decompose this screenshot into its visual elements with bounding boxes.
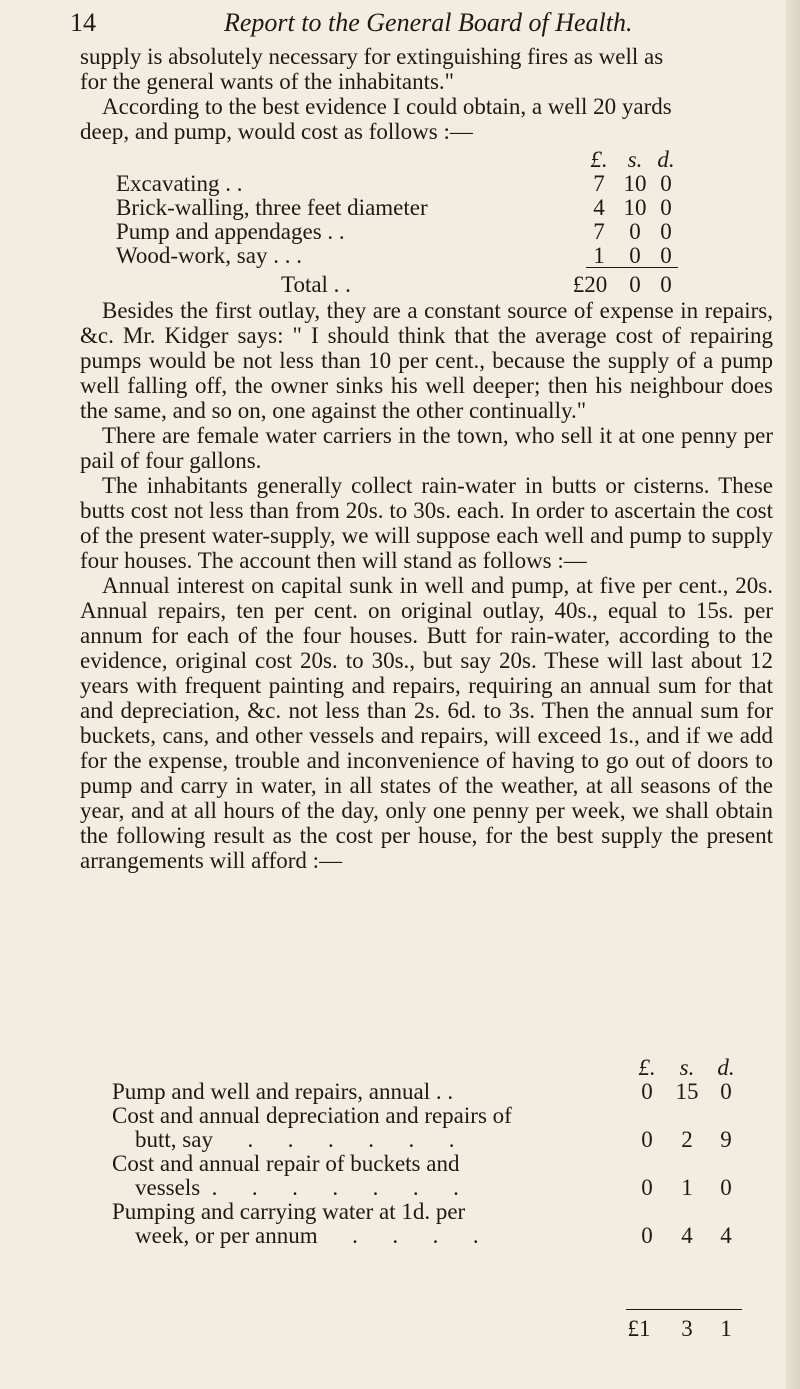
pence-cell: 4 bbox=[720, 1223, 732, 1248]
intro-line: According to the best evidence I could obtain, a well 20 yards bbox=[102, 94, 672, 119]
shillings-cell: 4 bbox=[681, 1223, 693, 1248]
intro-line: supply is absolutely necessary for extinguishing fires as well as bbox=[80, 44, 664, 69]
table-header-row bbox=[116, 148, 676, 172]
total-label: Total . . bbox=[281, 272, 351, 297]
shillings-cell: 15 bbox=[675, 1079, 699, 1104]
table-header-row bbox=[112, 1056, 742, 1080]
shillings-cell: 10 bbox=[623, 171, 647, 196]
shillings-cell: 0 bbox=[629, 243, 641, 268]
pounds-cell: 0 bbox=[641, 1127, 653, 1152]
item-label: Pumping and carrying water at 1d. per bbox=[112, 1199, 466, 1224]
pence-cell: 0 bbox=[720, 1175, 732, 1200]
pence-cell: 0 bbox=[660, 243, 672, 268]
pounds-header: £. bbox=[638, 1055, 656, 1080]
total-rule bbox=[586, 267, 678, 268]
item-label: week, or per annum . . . . bbox=[112, 1223, 479, 1248]
body-text bbox=[80, 298, 773, 873]
table-row bbox=[112, 1104, 742, 1128]
table-row bbox=[112, 1200, 742, 1224]
well-cost-total bbox=[116, 273, 676, 297]
pence-cell: 0 bbox=[660, 195, 672, 220]
pence-cell: 9 bbox=[720, 1127, 732, 1152]
total-row bbox=[112, 1317, 742, 1341]
table-row bbox=[116, 196, 676, 220]
item-label: Wood-work, say . . . bbox=[116, 243, 302, 268]
table-row bbox=[112, 1128, 742, 1152]
pence-header: d. bbox=[717, 1055, 735, 1080]
pounds-cell: 7 bbox=[593, 171, 605, 196]
shillings-cell: 2 bbox=[681, 1127, 693, 1152]
total-pounds: £1 bbox=[627, 1316, 651, 1341]
well-cost-table bbox=[116, 148, 676, 268]
shillings-cell: 10 bbox=[623, 195, 647, 220]
paragraph: The inhabitants generally collect rain-water in butts or cisterns. These butts cost not less than from 20s. to 30s. each. In order to ascertain the cost of the present water-supply, we will suppose each well and pump to supply four houses. The account then will stand as follows :— bbox=[80, 473, 773, 573]
total-pence: 0 bbox=[660, 272, 672, 297]
pounds-header: £. bbox=[590, 147, 608, 172]
table-row bbox=[112, 1224, 742, 1248]
table-row bbox=[116, 244, 676, 268]
pounds-cell: 4 bbox=[593, 195, 605, 220]
table-row bbox=[112, 1080, 742, 1104]
item-label: Pump and well and repairs, annual . . bbox=[112, 1079, 454, 1104]
item-label: Cost and annual depreciation and repairs of bbox=[112, 1103, 512, 1128]
item-label: vessels . . . . . . . bbox=[112, 1175, 459, 1200]
page-edge bbox=[786, 0, 800, 1389]
total-shillings: 3 bbox=[681, 1316, 693, 1341]
table-row bbox=[116, 220, 676, 244]
shillings-cell: 0 bbox=[629, 219, 641, 244]
house-cost-total bbox=[112, 1317, 742, 1341]
pence-cell: 0 bbox=[660, 219, 672, 244]
total-pence: 1 bbox=[720, 1316, 732, 1341]
intro-text bbox=[80, 44, 773, 144]
item-label: Excavating . . bbox=[116, 171, 243, 196]
item-label: Brick-walling, three feet diameter bbox=[116, 195, 428, 220]
running-header bbox=[70, 5, 790, 41]
intro-line: for the general wants of the inhabitants." bbox=[80, 69, 455, 94]
table-row bbox=[116, 172, 676, 196]
pounds-cell: 0 bbox=[641, 1175, 653, 1200]
total-pounds: £20 bbox=[572, 272, 608, 297]
paragraph: There are female water carriers in the town, who sell it at one penny per pail of four gallons. bbox=[80, 423, 773, 473]
total-shillings: 0 bbox=[629, 272, 641, 297]
pounds-cell: 0 bbox=[641, 1223, 653, 1248]
item-label: Pump and appendages . . bbox=[116, 219, 345, 244]
shillings-header: s. bbox=[627, 147, 643, 172]
shillings-header: s. bbox=[679, 1055, 695, 1080]
intro-line: deep, and pump, would cost as follows :— bbox=[80, 119, 473, 144]
house-cost-table bbox=[112, 1056, 742, 1248]
running-title: Report to the General Board of Health. bbox=[224, 8, 633, 37]
item-label: butt, say . . . . . . bbox=[112, 1127, 455, 1152]
page-number: 14 bbox=[70, 8, 96, 37]
table-row bbox=[112, 1152, 742, 1176]
item-label: Cost and annual repair of buckets and bbox=[112, 1151, 460, 1176]
pence-cell: 0 bbox=[660, 171, 672, 196]
pounds-cell: 1 bbox=[593, 243, 605, 268]
shillings-cell: 1 bbox=[681, 1175, 693, 1200]
pence-cell: 0 bbox=[720, 1079, 732, 1104]
pounds-cell: 0 bbox=[641, 1079, 653, 1104]
table-row bbox=[112, 1176, 742, 1200]
paragraph: Annual interest on capital sunk in well and pump, at five per cent., 20s. Annual repairs, ten per cent. on original outlay, 40s., equal to 15s. per annum for each of the four houses. Butt for rain-water, according to the evidence, original cost 20s. to 30s., but say 20s. These will last about 12 years with frequent painting and repairs, requiring an annual sum for that and depreciation, &c. not less than 2s. 6d. to 3s. Then the annual sum for buckets, cans, and other vessels and repairs, will exceed 1s., and if we add for the expense, trouble and inconvenience of having to go out of doors to pump and carry in water, in all states of the weather, at all seasons of the year, and at all hours of the day, only one penny per week, we shall obtain the following result as the cost per house, for the best supply the present arrangements will afford :— bbox=[80, 573, 773, 873]
pence-header: d. bbox=[657, 147, 675, 172]
total-row bbox=[116, 273, 676, 297]
pounds-cell: 7 bbox=[593, 219, 605, 244]
total-rule bbox=[626, 1309, 742, 1310]
paragraph: Besides the first outlay, they are a constant source of expense in repairs, &c. Mr. Kidger says: " I should think that the average cost of repairing pumps would be not less than 10 per cent., because the supply of a pump well falling off, the owner sinks his well deeper; then his neighbour does the same, and so on, one against the other continually." bbox=[80, 298, 773, 423]
